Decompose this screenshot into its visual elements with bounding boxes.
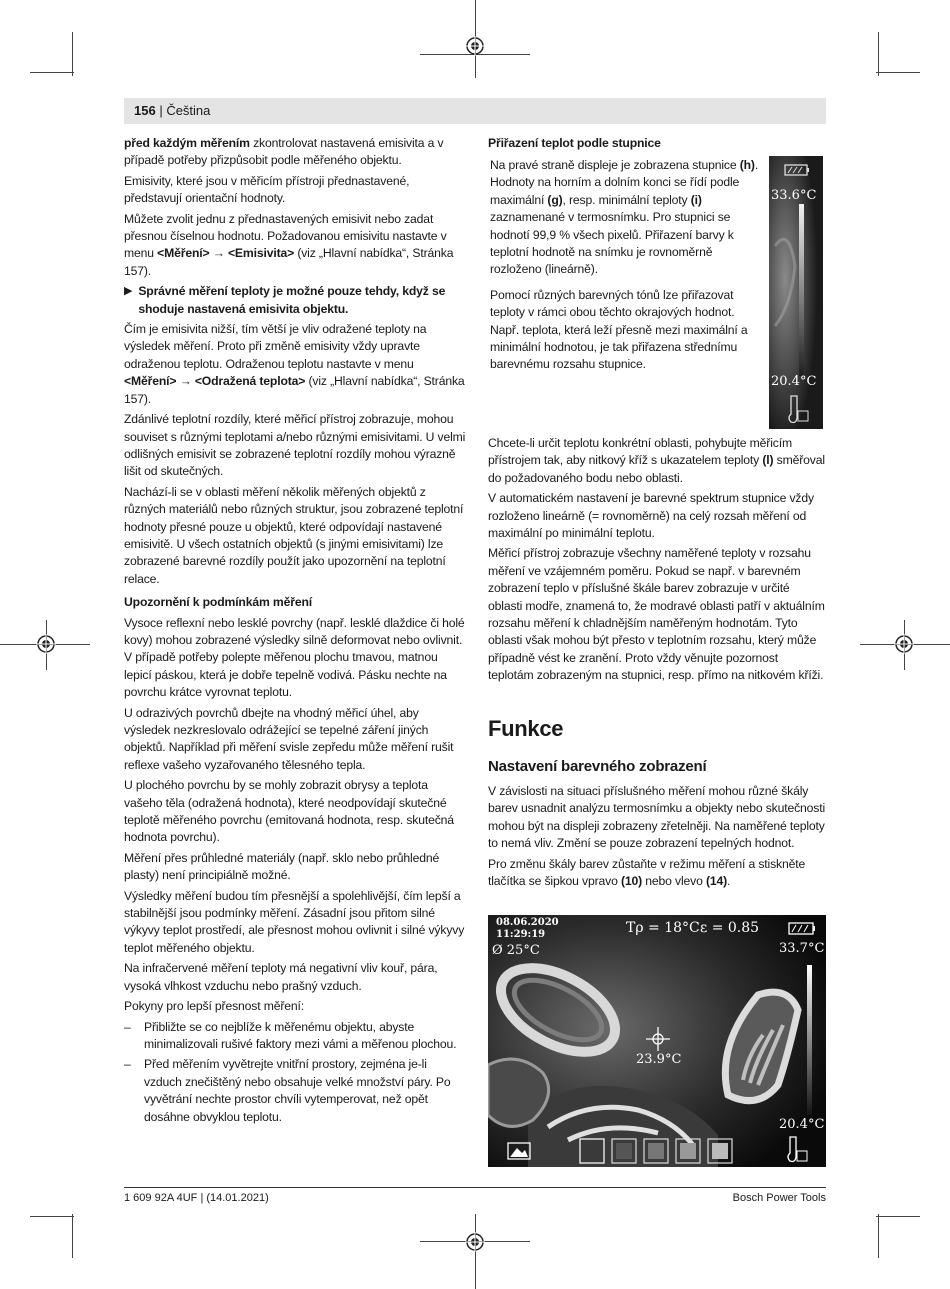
scale-image — [769, 156, 823, 429]
subsection-title: Nastavení barevného zobrazení — [488, 758, 707, 775]
thermal-screenshot — [488, 915, 826, 1167]
registration-mark-icon — [465, 1232, 485, 1252]
warning-bullet: ▶ Správné měření teploty je možné pouze tehdy, když se shoduje nastavená emisivita objektu. — [124, 283, 466, 318]
center-temp: 23.9°C — [636, 1052, 682, 1067]
header-language: Čeština — [166, 103, 211, 118]
section-title: Funkce — [488, 716, 564, 741]
section-heading: Přiřazení teplot podle stupnice — [488, 136, 661, 150]
max-temp: 33.7°C — [779, 941, 825, 956]
paragraph: Vysoce reflexní nebo lesklé povrchy (např. lesklé dlaždice či holé kovy) mohou zobrazené výsledky silně deformovat nebo ovlivnit. V případě potřeby polepte měřenou plochu tmavou, matnou lepicí páskou, která je dobře tepelně vodivá. Pásku nechte na povrchu krátce vyrovnat teplotu. — [124, 615, 465, 700]
crop-mark — [72, 32, 73, 76]
paragraph: Pomocí různých barevných tónů lze přiřazovat teploty v rámci obou těchto okrajových hodnot. Např. teplota, která leží přesně mezi maximální a minimální hodnotou, je tak přiřazena střednímu barevnému rozsahu stupnice. — [490, 287, 748, 372]
scale-heading-block — [488, 135, 826, 155]
crop-mark — [30, 72, 74, 73]
footer-brand: Bosch Power Tools — [732, 1192, 826, 1204]
registration-mark-icon — [465, 36, 485, 56]
average-temp: Ø 25°C — [492, 943, 540, 958]
section-heading: Upozornění k podmínkám měření — [124, 595, 312, 610]
registration-mark-icon — [36, 634, 56, 654]
scale-min-temp: 20.4°C — [771, 374, 817, 389]
left-column — [124, 135, 466, 1129]
crop-mark — [72, 1214, 73, 1258]
emissivity-value: ε = 0.85 — [700, 920, 760, 936]
footer-rule — [124, 1187, 826, 1188]
header-bar — [124, 98, 826, 124]
crop-mark — [878, 32, 879, 76]
scale-text-block — [490, 157, 765, 377]
right-text-block — [488, 435, 826, 688]
image-date: 08.06.2020 — [496, 917, 559, 928]
paragraph: Výsledky měření budou tím přesnější a spolehlivější, čím lepší a stabilnější jsou podmínky měření. Zásadní jsou přitom silné výkyvy teplot prostředí, ale přesnost mohou ovlivnit i silné výkyvy teplot měřeného objektu. — [124, 888, 465, 955]
paragraph: Na infračervené měření teploty má negativní vliv kouř, pára, vysoká vlhkost vzduchu nebo prašný vzduch. — [124, 961, 438, 993]
paragraph: Pokyny pro lepší přesnost měření: — [124, 999, 304, 1014]
reflected-temp: Tρ = 18°C — [626, 920, 700, 936]
paragraph: Měření přes průhledné materiály (např. sklo nebo průhledné plasty) není principiálně možné. — [124, 850, 440, 883]
paragraph: Pro změnu škály barev zůstaňte v režimu měření a stiskněte tlačítka se šipkou vpravo (10) nebo vlevo (14). — [488, 856, 806, 889]
min-temp: 20.4°C — [779, 1117, 825, 1132]
paragraph: V závislosti na situaci příslušného měření mohou různé škály barev usnadnit analýzu termosnímku a objekty nebo skutečnosti mohou být na displeji zobrazeny zřetelněji. Na naměřené teploty to nemá vliv. Změní se pouze zobrazení tepelných hodnot. — [488, 784, 826, 851]
crop-mark — [878, 1214, 879, 1258]
crop-mark — [876, 1216, 920, 1217]
list-item: – Přibližte se co nejblíže k měřenému objektu, abyste minimalizovali rušivé faktory mezi vámi a měřenou plochou. — [124, 1019, 457, 1051]
paragraph: Zdánlivé teplotní rozdíly, které měřicí přístroj zobrazuje, mohou souviset s různými teplotami a/nebo různými emisivitami. U velmi odlišných emisivit se zobrazené teplotní rozdíly mohou výrazně lišit od skutečných. — [124, 412, 466, 479]
crop-mark — [876, 72, 920, 73]
color-display-text — [488, 783, 826, 893]
paragraph: Nachází-li se v oblasti měření několik měřených objektů z různých materiálů nebo různých struktur, jsou zobrazené teplotní hodnoty přesné pouze u objektů, které odpovídají nastavené emisivitě. U všech ostatních objektů (s jinými emisivitami) lze zobrazené barevné rozdíly použít jako upozornění na teplotní relace. — [124, 484, 464, 586]
paragraph: Můžete zvolit jednu z přednastavených emisivit nebo zadat přesnou číselnou hodnotu. Požadovanou emisivitu nastavte v menu <Měření> → <Emisivita> (viz „Hlavní nabídka“, Stránka 157). — [124, 211, 454, 278]
paragraph: V automatickém nastavení je barevné spektrum stupnice vždy rozloženo lineárně (= rovnoměrně) na celý rozsah měření od maximální po minimální teplotu. — [488, 491, 814, 541]
paragraph: Emisivity, které jsou v měřicím přístroji přednastavené, představují orientační hodnoty. — [124, 173, 410, 206]
scale-max-temp: 33.6°C — [771, 188, 817, 203]
paragraph: před každým měřením zkontrolovat nastavená emisivita a v případě potřeby přizpůsobit podle měřeného objektu. — [124, 136, 444, 168]
paragraph: Chcete-li určit teplotu konkrétní oblasti, pohybujte měřicím přístrojem tak, aby nitkový kříž s ukazatelem teploty (l) směřoval do požadovaného bodu nebo oblasti. — [488, 436, 825, 485]
image-time: 11:29:19 — [496, 929, 546, 940]
crop-mark — [30, 1216, 74, 1217]
paragraph: U odrazivých povrchů dbejte na vhodný měřicí úhel, aby výsledek nezkreslovalo odrážející se tepelné záření jiných objektů. Například při měření svisle zepředu může měření rušit reflexe vašeho vyzařovaného tělesného tepla. — [124, 705, 454, 772]
paragraph: U plochého povrchu by se mohly zobrazit obrysy a teplota vašeho těla (odražená hodnota), které neodpovídají skutečné teplotě měřeného povrchu (emitovaná hodnota, resp. skutečná hodnota povrchu). — [124, 778, 454, 845]
paragraph: Měřicí přístroj zobrazuje všechny naměřené teploty v rozsahu měření ve vzájemném poměru. Pokud se např. v barevném zobrazení teplo v příslušné škále barev zobrazuje v určité oblasti modře, znamená to, že modravé oblasti patří v aktuálním rozsahu měření k chladnějším naměřeným hodnotám. Tyto oblasti však mohou být přesto v teplotním rozsahu, který může případně vést ke zranění. Proto vždy věnujte pozornost teplotám zobrazeným na stupnici, resp. přímo na nitkovém kříži. — [488, 546, 825, 683]
page-number: 156 — [134, 103, 156, 118]
page-header: 156 | Čeština — [134, 103, 211, 118]
paragraph: Na pravé straně displeje je zobrazena stupnice (h). Hodnoty na horním a dolním konci se řídí podle maximální (g), resp. minimální teploty (i) zaznamenané v termosnímku. Pro stupnici se hodnotí 99,9 % všech pixelů. Přiřazení barvy k teplotní hodnotě na snímku je rovnoměrně rozloženo (lineárně). — [490, 158, 759, 277]
paragraph: Čím je emisivita nižší, tím větší je vliv odražené teploty na výsledek měření. Proto při změně emisivity vždy upravte odraženou teplotu. Odraženou teplotu nastavte v menu <Měření> → <Odražená teplota> (viz „Hlavní nabídka“, Stránka 157). — [124, 322, 465, 406]
registration-mark-icon — [894, 634, 914, 654]
list-item: – Před měřením vyvětrejte vnitřní prostory, zejména je-li vzduch znečištěný nebo obsahuje velké množství páry. Po vyvětrání nechte prostor chvíli vytemperovat, než opět dosáhne obvyklou teplotu. — [124, 1057, 451, 1124]
footer-document-id: 1 609 92A 4UF | (14.01.2021) — [124, 1192, 269, 1204]
bullet-arrow-icon: ▶ — [124, 285, 133, 298]
